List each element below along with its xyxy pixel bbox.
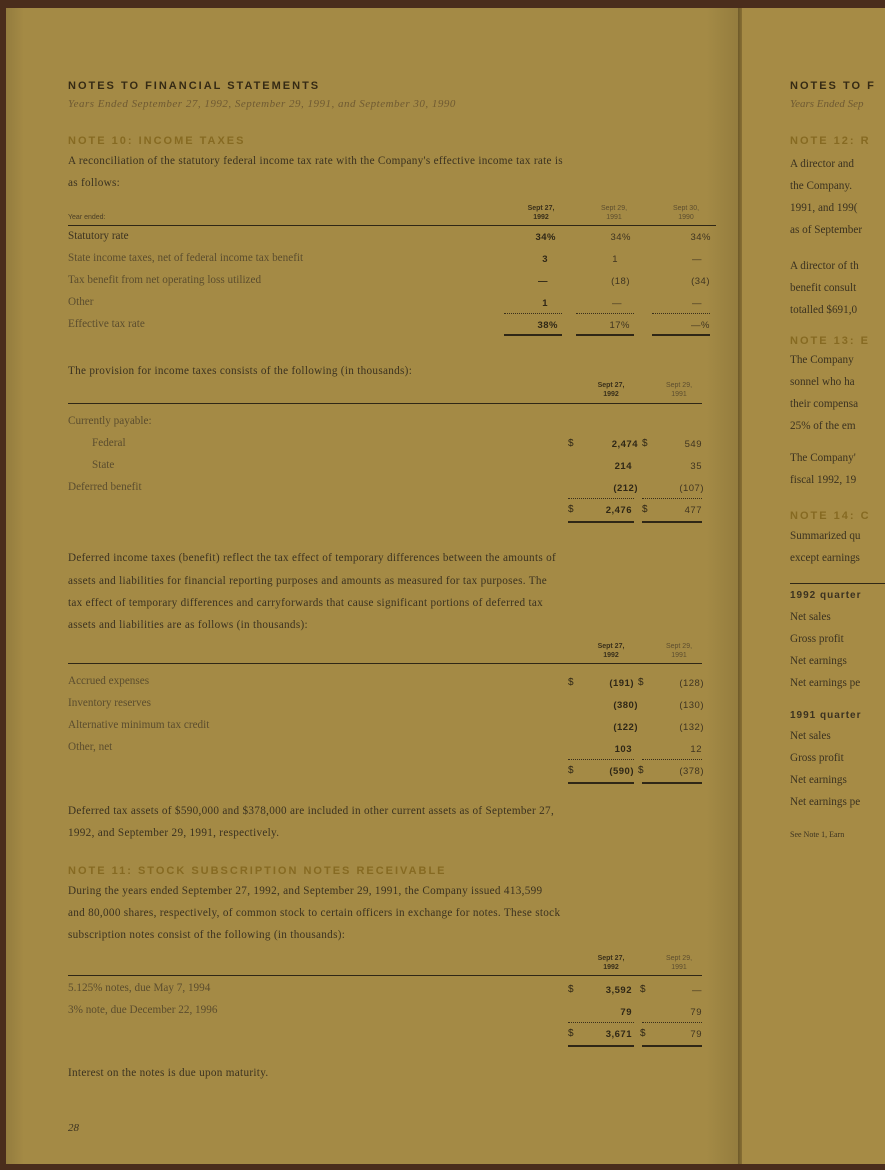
table3-row-label: Inventory reserves (68, 697, 151, 709)
deferred-text-line-3: tax effect of temporary differences and carryforwards that cause significant portions of deferred tax (68, 597, 544, 609)
note-13-line: their compensa (790, 398, 859, 410)
note-12-line: the Company. (790, 180, 853, 192)
table2-cell: 2,476 (605, 505, 632, 516)
table1-cell: (18) (611, 276, 630, 287)
table3-cell: (128) (679, 678, 704, 689)
table4-row-label: 3% note, due December 22, 1996 (68, 1004, 218, 1016)
note-12-line: A director and (790, 158, 854, 170)
quarter-row: Gross profit (790, 752, 844, 764)
table4-row-label: 5.125% notes, due May 7, 1994 (68, 982, 211, 994)
table2-cell: 549 (684, 439, 702, 450)
note-11-line-3: subscription notes consist of the following (in thousands): (68, 929, 346, 941)
table2-row-label: Federal (92, 437, 126, 449)
col-header-line1: Sept 29, (665, 955, 693, 962)
subtotal-dotted-rule (652, 313, 710, 314)
currency-symbol: $ (568, 504, 574, 515)
table1-row-label: Other (68, 296, 94, 308)
table1-cell: 34% (535, 232, 556, 243)
currency-symbol: $ (642, 438, 648, 449)
table4-cell: — (692, 985, 702, 996)
note-12-line: A director of th (790, 260, 859, 272)
table1-cell: 3 (542, 254, 548, 265)
note-13-line: 25% of the em (790, 420, 856, 432)
col-header-line2: 1991 (606, 214, 622, 221)
col-header-line1: Sept 29, (665, 382, 693, 389)
table3-cell: 103 (614, 744, 632, 755)
deferred-text-line-2: assets and liabilities for financial reporting purposes and amounts as measured for tax purposes. The (68, 575, 548, 587)
provision-intro: The provision for income taxes consists of the following (in thousands): (68, 365, 413, 377)
table2-col-1992 (586, 381, 636, 399)
currency-symbol: $ (638, 765, 644, 776)
col-header-line2: 1991 (671, 391, 687, 398)
table3-cell: (122) (613, 722, 638, 733)
table1-cell: — (692, 298, 702, 309)
table4-header-rule (68, 975, 702, 976)
total-double-rule (576, 334, 634, 336)
table1-cell: —% (691, 320, 710, 331)
table3-cell: (130) (679, 700, 704, 711)
note-14-line: except earnings (790, 552, 860, 564)
col-header-line2: 1991 (671, 652, 687, 659)
table4-cell: 79 (620, 1007, 632, 1018)
total-double-rule (504, 334, 562, 336)
quarter-row: Net earnings (790, 655, 847, 667)
table3-row-label: Accrued expenses (68, 675, 150, 687)
note-12-line: totalled $691,0 (790, 304, 858, 316)
note-13-line: fiscal 1992, 19 (790, 474, 857, 486)
total-double-rule (652, 334, 710, 336)
col-header-line1: Sept 30, (672, 205, 700, 212)
subtotal-dotted-rule (504, 313, 562, 314)
table3-cell: (380) (613, 700, 638, 711)
table4-cell: 79 (690, 1007, 702, 1018)
subtotal-dotted-rule (568, 759, 634, 760)
footnote: See Note 1, Earn (790, 830, 845, 839)
left-page (6, 8, 740, 1164)
quarter-row: Net sales (790, 730, 831, 742)
right-page (742, 8, 885, 1164)
table1-cell: 34% (690, 232, 711, 243)
table1-col-1991 (589, 204, 639, 222)
table4-cell: 3,592 (605, 985, 632, 996)
note-10-intro-line-2: as follows: (68, 177, 121, 189)
quarter-row: Net earnings pe (790, 796, 861, 808)
table1-year-label: Year ended: (68, 214, 106, 221)
note-13-line: sonnel who ha (790, 376, 855, 388)
currency-symbol: $ (640, 1028, 646, 1039)
table2-header-rule (68, 403, 702, 404)
total-double-rule (642, 782, 702, 784)
note-10-heading: NOTE 10: INCOME TAXES (68, 135, 246, 147)
table2-cell: 214 (614, 461, 632, 472)
currency-symbol: $ (642, 504, 648, 515)
table1-cell: 17% (609, 320, 630, 331)
table1-header-rule (68, 225, 716, 226)
total-double-rule (568, 1045, 634, 1047)
quarter-row: Net earnings (790, 774, 847, 786)
quarter-row: Gross profit (790, 633, 844, 645)
note-10-intro-line-1: A reconciliation of the statutory federal income tax rate with the Company's effective income tax rate is (68, 155, 563, 167)
table1-col-1992 (516, 204, 566, 222)
table1-row-label: Effective tax rate (68, 318, 145, 330)
deferred-assets-line-2: 1992, and September 29, 1991, respectively. (68, 827, 280, 839)
col-header-line2: 1992 (533, 214, 549, 221)
total-double-rule (642, 1045, 702, 1047)
table1-cell: — (538, 276, 548, 287)
col-header-line2: 1991 (671, 964, 687, 971)
deferred-text-line-4: assets and liabilities are as follows (in thousands): (68, 619, 308, 631)
col-header-line1: Sept 27, (527, 205, 555, 212)
table3-cell: (590) (609, 766, 634, 777)
table3-row-label: Alternative minimum tax credit (68, 719, 210, 731)
table1-cell: (34) (691, 276, 710, 287)
subtotal-dotted-rule (642, 1022, 702, 1023)
quarter-1991-heading: 1991 quarter (790, 710, 862, 721)
currency-symbol: $ (568, 1028, 574, 1039)
table1-cell: — (612, 298, 622, 309)
table3-col-1991 (654, 642, 704, 660)
table2-cell: 477 (684, 505, 702, 516)
note-12-line: 1991, and 199( (790, 202, 858, 214)
table3-cell: (132) (679, 722, 704, 733)
table1-cell: 1 (612, 254, 618, 265)
total-double-rule (568, 782, 634, 784)
table2-row-label: Deferred benefit (68, 481, 142, 493)
table3-cell: (378) (679, 766, 704, 777)
col-header-line1: Sept 27, (597, 643, 625, 650)
table3-row-label: Other, net (68, 741, 113, 753)
table2-row-label: State (92, 459, 115, 471)
page-header-title: NOTES TO FINANCIAL STATEMENTS (68, 80, 321, 92)
currency-symbol: $ (640, 984, 646, 995)
table2-cell: (212) (613, 483, 638, 494)
total-double-rule (642, 521, 702, 523)
currency-symbol: $ (638, 677, 644, 688)
currency-symbol: $ (568, 677, 574, 688)
subtotal-dotted-rule (568, 1022, 634, 1023)
table2-col-1991 (654, 381, 704, 399)
quarter-row: Net sales (790, 611, 831, 623)
table1-cell: 34% (610, 232, 631, 243)
table2-row-label: Currently payable: (68, 415, 152, 427)
table2-cell: 35 (690, 461, 702, 472)
note-13-line: The Company (790, 354, 854, 366)
note-12-heading: NOTE 12: R (790, 135, 871, 147)
note-14-line: Summarized qu (790, 530, 861, 542)
table1-row-label: Tax benefit from net operating loss utilized (68, 274, 262, 286)
subtotal-dotted-rule (576, 313, 634, 314)
table3-col-1992 (586, 642, 636, 660)
quarter-row: Net earnings pe (790, 677, 861, 689)
deferred-assets-line-1: Deferred tax assets of $590,000 and $378,000 are included in other current assets as of September 27, (68, 805, 555, 817)
table4-col-1992 (586, 954, 636, 972)
table1-cell: — (692, 254, 702, 265)
note-12-line: benefit consult (790, 282, 857, 294)
table3-header-rule (68, 663, 702, 664)
table3-cell: (191) (609, 678, 634, 689)
subtotal-dotted-rule (642, 759, 702, 760)
col-header-line2: 1992 (603, 652, 619, 659)
page-number: 28 (68, 1122, 79, 1134)
currency-symbol: $ (568, 984, 574, 995)
currency-symbol: $ (568, 438, 574, 449)
deferred-text-line-1: Deferred income taxes (benefit) reflect the tax effect of temporary differences between the amounts of (68, 552, 557, 564)
col-header-line1: Sept 29, (600, 205, 628, 212)
note-14-rule (790, 583, 885, 584)
col-header-line1: Sept 29, (665, 643, 693, 650)
quarter-1992-heading: 1992 quarter (790, 590, 862, 601)
currency-symbol: $ (568, 765, 574, 776)
note-14-heading: NOTE 14: C (790, 510, 871, 522)
col-header-line2: 1992 (603, 964, 619, 971)
table4-cell: 79 (690, 1029, 702, 1040)
subtotal-dotted-rule (568, 498, 634, 499)
table1-col-1990 (661, 204, 711, 222)
note-11-line-2: and 80,000 shares, respectively, of common stock to certain officers in exchange for notes. These stock (68, 907, 561, 919)
table2-cell: 2,474 (611, 439, 638, 450)
subtotal-dotted-rule (642, 498, 702, 499)
note-13-line: The Company' (790, 452, 856, 464)
table1-row-label: Statutory rate (68, 230, 129, 242)
note-11-footer: Interest on the notes is due upon maturity. (68, 1067, 269, 1079)
right-header-title: NOTES TO F (790, 80, 876, 92)
right-header-subtitle: Years Ended Sep (790, 98, 864, 110)
table2-cell: (107) (679, 483, 704, 494)
col-header-line1: Sept 27, (597, 382, 625, 389)
col-header-line2: 1992 (603, 391, 619, 398)
col-header-line1: Sept 27, (597, 955, 625, 962)
note-11-line-1: During the years ended September 27, 1992, and September 29, 1991, the Company issued 413,599 (68, 885, 543, 897)
table4-col-1991 (654, 954, 704, 972)
table4-cell: 3,671 (605, 1029, 632, 1040)
table1-cell: 38% (537, 320, 558, 331)
total-double-rule (568, 521, 634, 523)
col-header-line2: 1990 (678, 214, 694, 221)
note-12-line: as of September (790, 224, 863, 236)
note-11-heading: NOTE 11: STOCK SUBSCRIPTION NOTES RECEIVABLE (68, 865, 447, 877)
note-13-heading: NOTE 13: E (790, 335, 870, 347)
table1-cell: 1 (542, 298, 548, 309)
table1-row-label: State income taxes, net of federal income tax benefit (68, 252, 304, 264)
page-header-subtitle: Years Ended September 27, 1992, September 29, 1991, and September 30, 1990 (68, 98, 456, 110)
table3-cell: 12 (690, 744, 702, 755)
